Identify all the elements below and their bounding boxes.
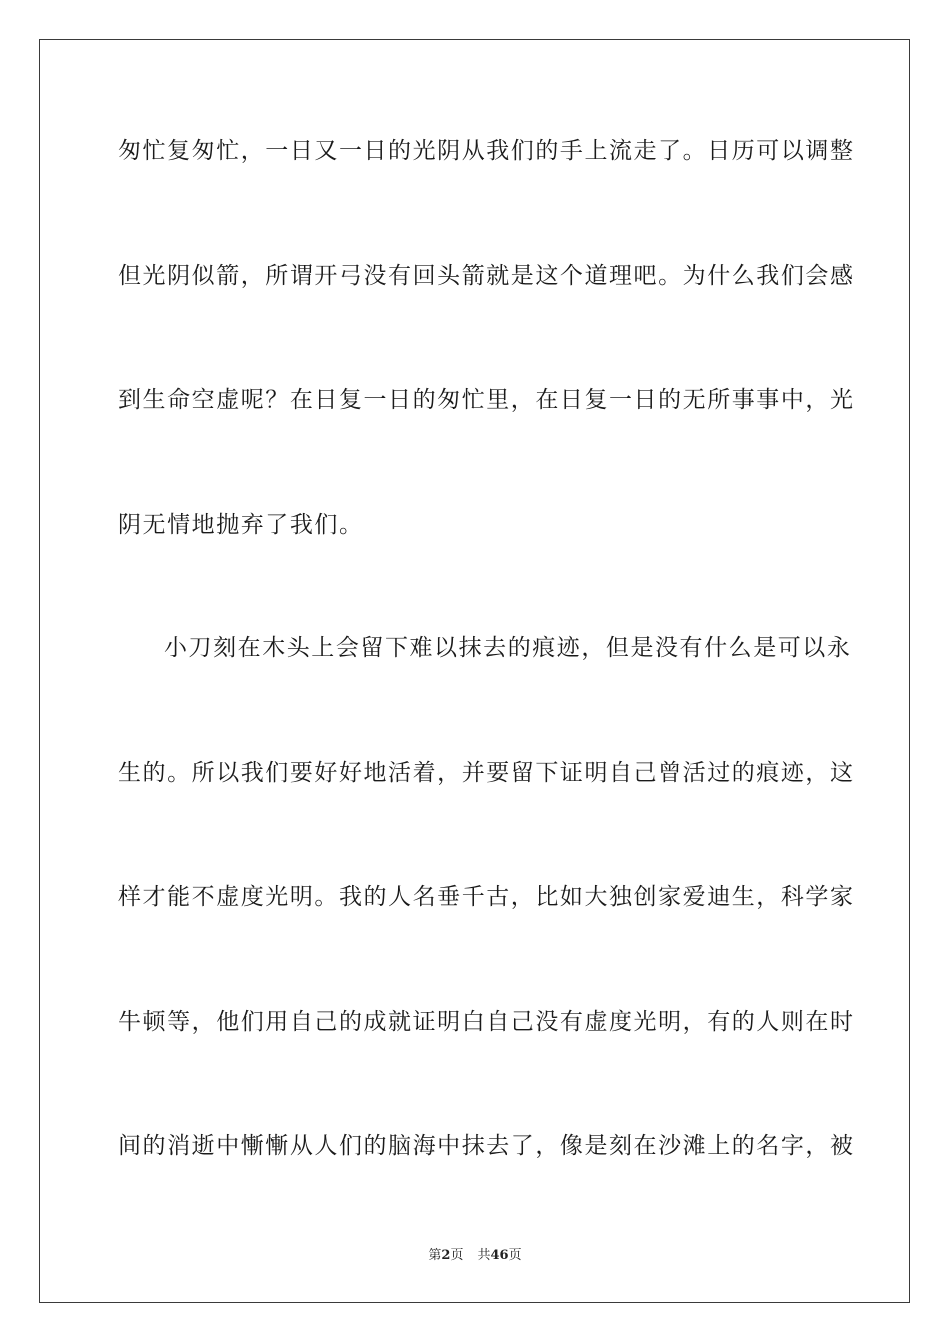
body-text-line: 到生命空虚呢？在日复一日的匆忙里，在日复一日的无所事事中，光 [118,387,855,413]
page-prefix: 第 [428,1248,442,1263]
body-text-line: 但光阴似箭，所谓开弓没有回头箭就是这个道理吧。为什么我们会感 [118,263,855,289]
page-suffix: 页 [450,1248,464,1263]
page-border [39,39,910,1303]
page-footer [0,1247,950,1265]
page-number: 2 [441,1248,451,1263]
body-text-line: 生的。所以我们要好好地活着，并要留下证明自己曾活过的痕迹，这 [118,760,855,786]
body-text-line: 匆忙复匆忙，一日又一日的光阴从我们的手上流走了。日历可以调整 [118,138,855,164]
body-text-line: 间的消逝中慚慚从人们的脑海中抹去了，像是刻在沙滩上的名字，被 [118,1133,855,1159]
body-text-line: 牛顿等，他们用自己的成就证明白自己没有虚度光明，有的人则在时 [118,1009,855,1035]
total-suffix: 页 [508,1248,522,1263]
paragraph-start-line: 小刀刻在木头上会留下难以抹去的痕迹，但是没有什么是可以永 [164,635,852,661]
body-text-line: 阴无情地抛弃了我们。 [118,512,364,538]
total-prefix: 共 [477,1248,491,1263]
body-text-line: 样才能不虚度光明。我的人名垂千古，比如大独创家爱迪生，科学家 [118,884,855,910]
total-pages: 46 [490,1248,509,1263]
